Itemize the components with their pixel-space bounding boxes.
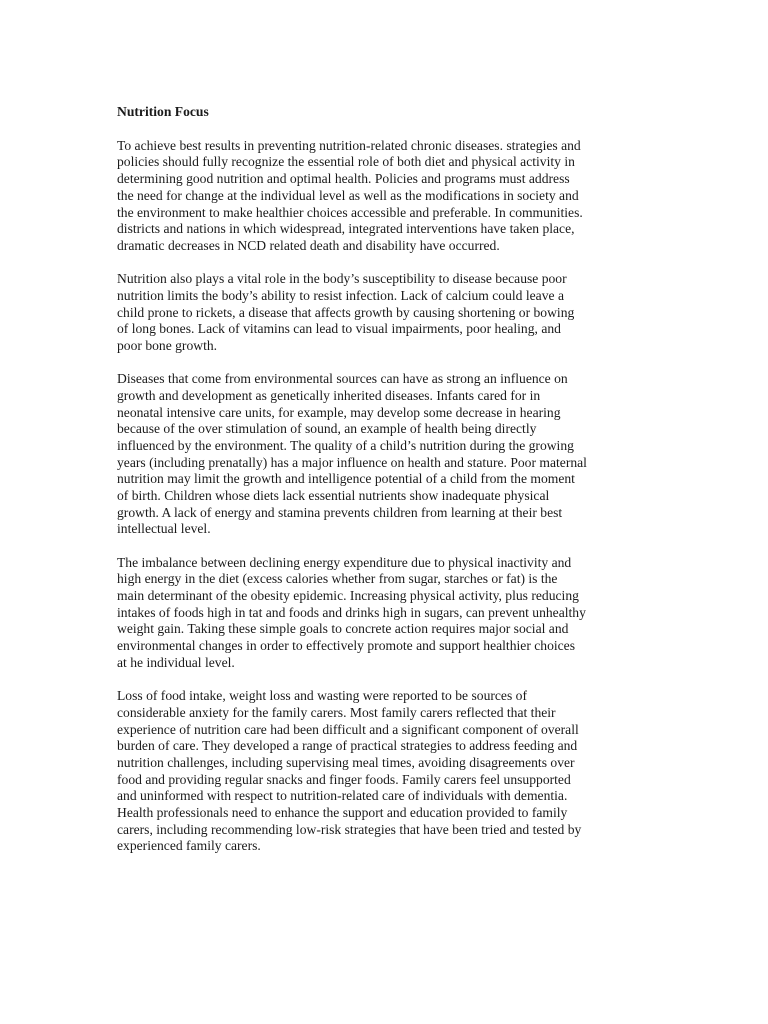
paragraph-line: the need for change at the individual level as well as the modifications in society and	[117, 187, 579, 203]
paragraph-line: growth. A lack of energy and stamina prevents children from learning at their best	[117, 504, 563, 520]
paragraph-line: policies should fully recognize the essential role of both diet and physical activity in	[117, 154, 575, 170]
paragraph-line: nutrition limits the body’s ability to resist infection. Lack of calcium could leave a	[117, 287, 564, 303]
paragraph-line: Nutrition also plays a vital role in the body’s susceptibility to disease because poor	[117, 271, 567, 287]
paragraph-4	[117, 555, 653, 672]
paragraph-line: years (including prenatally) has a major influence on health and stature. Poor maternal	[117, 454, 587, 470]
paragraph-line: experience of nutrition care had been difficult and a significant component of overall	[117, 721, 579, 737]
paragraph-2	[117, 271, 653, 355]
paragraph-line: considerable anxiety for the family carers. Most family carers reflected that their	[117, 704, 556, 720]
paragraph-5	[117, 688, 653, 855]
paragraph-line: influenced by the environment. The quality of a child’s nutrition during the growing	[117, 437, 574, 453]
paragraph-line: Loss of food intake, weight loss and wasting were reported to be sources of	[117, 688, 527, 704]
paragraph-line: poor bone growth.	[117, 337, 218, 353]
paragraph-line: the environment to make healthier choices accessible and preferable. In communities.	[117, 204, 583, 220]
paragraph-line: The imbalance between declining energy expenditure due to physical inactivity and	[117, 554, 572, 570]
paragraph-line: main determinant of the obesity epidemic. Increasing physical activity, plus reducing	[117, 588, 579, 604]
paragraph-1	[117, 138, 653, 255]
paragraph-line: because of the over stimulation of sound, an example of health being directly	[117, 421, 537, 437]
paragraph-line: Health professionals need to enhance the support and education provided to family	[117, 805, 568, 821]
paragraph-line: burden of care. They developed a range of practical strategies to address feeding and	[117, 738, 578, 754]
document-page	[117, 104, 653, 872]
paragraph-line: of long bones. Lack of vitamins can lead to visual impairments, poor healing, and	[117, 321, 561, 337]
paragraph-line: and uninformed with respect to nutrition-related care of individuals with dementia.	[117, 788, 568, 804]
paragraph-line: determining good nutrition and optimal health. Policies and programs must address	[117, 171, 570, 187]
paragraph-line: of birth. Children whose diets lack essential nutrients show inadequate physical	[117, 488, 550, 504]
paragraph-line: high energy in the diet (excess calories whether from sugar, starches or fat) is the	[117, 571, 558, 587]
paragraph-line: environmental changes in order to effectively promote and support healthier choices	[117, 638, 575, 654]
paragraph-line: To achieve best results in preventing nutrition-related chronic diseases. strategies and	[117, 137, 581, 153]
document-body	[117, 138, 653, 855]
paragraph-line: nutrition challenges, including supervising meal times, avoiding disagreements over	[117, 754, 575, 770]
paragraph-line: weight gain. Taking these simple goals to concrete action requires major social and	[117, 621, 569, 637]
paragraph-line: child prone to rickets, a disease that affects growth by causing shortening or bowing	[117, 304, 575, 320]
document-title: Nutrition Focus	[117, 104, 209, 119]
paragraph-line: food and providing regular snacks and finger foods. Family carers feel unsupported	[117, 771, 571, 787]
paragraph-line: growth and development as genetically inherited diseases. Infants cared for in	[117, 387, 541, 403]
paragraph-line: intakes of foods high in tat and foods and drinks high in sugars, can prevent unhealthy	[117, 604, 586, 620]
paragraph-line: experienced family carers.	[117, 838, 261, 854]
paragraph-line: Diseases that come from environmental sources can have as strong an influence on	[117, 371, 568, 387]
paragraph-line: dramatic decreases in NCD related death and disability have occurred.	[117, 237, 500, 253]
paragraph-line: neonatal intensive care units, for example, may develop some decrease in hearing	[117, 404, 561, 420]
paragraph-line: nutrition may limit the growth and intelligence potential of a child from the moment	[117, 471, 575, 487]
paragraph-line: carers, including recommending low-risk strategies that have been tried and tested by	[117, 821, 582, 837]
paragraph-line: intellectual level.	[117, 521, 211, 537]
paragraph-line: at he individual level.	[117, 654, 235, 670]
paragraph-3	[117, 371, 653, 538]
paragraph-line: districts and nations in which widespread, integrated interventions have taken place,	[117, 221, 575, 237]
